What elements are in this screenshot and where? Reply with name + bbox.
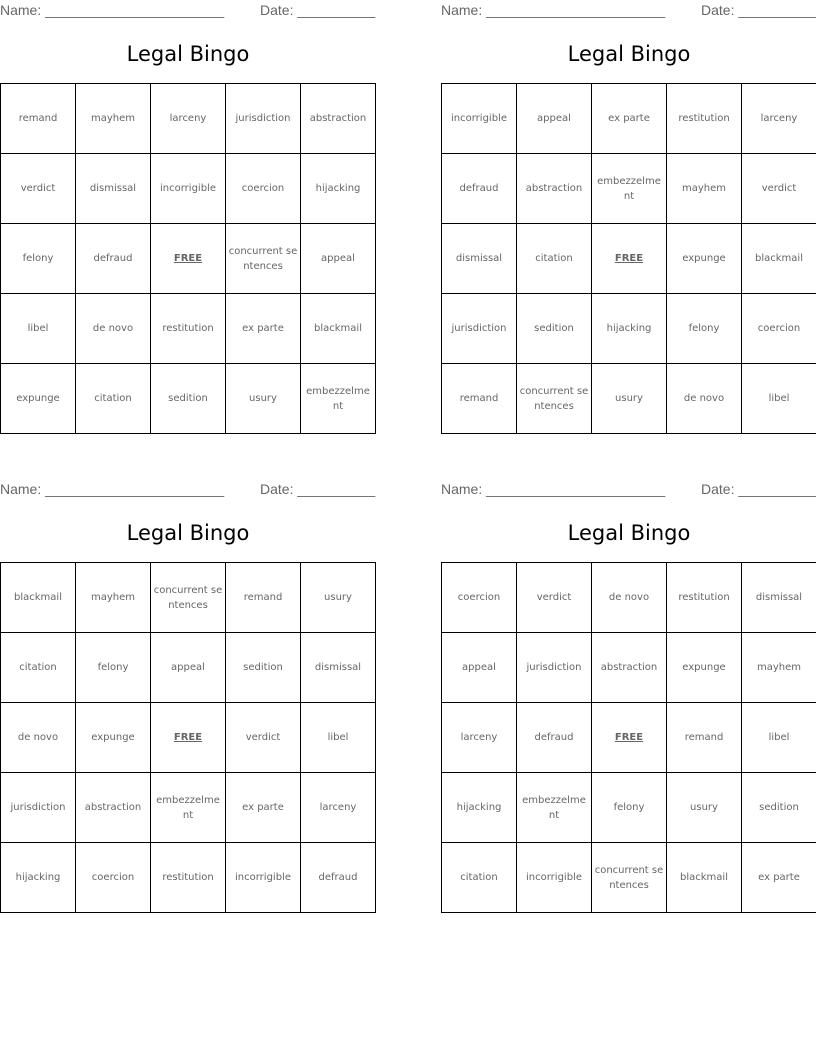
bingo-cell: hijacking: [301, 154, 376, 224]
bingo-cell: FREE: [151, 703, 226, 773]
grid-row: [1, 224, 376, 294]
bingo-card: [0, 0, 376, 440]
bingo-grid: [0, 83, 376, 434]
bingo-cell: concurrent sentences: [592, 843, 667, 913]
grid-row: [442, 563, 816, 633]
grid-row: [1, 563, 376, 633]
bingo-cell: FREE: [151, 224, 226, 294]
bingo-cell: appeal: [442, 633, 517, 703]
bingo-cell: coercion: [442, 563, 517, 633]
bingo-cell: defraud: [301, 843, 376, 913]
bingo-cell: usury: [301, 563, 376, 633]
grid-row: [442, 773, 816, 843]
bingo-cell: de novo: [76, 294, 151, 364]
bingo-cell: de novo: [592, 563, 667, 633]
bingo-cell: felony: [592, 773, 667, 843]
grid-row: [1, 843, 376, 913]
bingo-cell: dismissal: [742, 563, 816, 633]
bingo-cell: usury: [667, 773, 742, 843]
bingo-cell: de novo: [667, 364, 742, 434]
bingo-cell: abstraction: [76, 773, 151, 843]
bingo-cell: blackmail: [301, 294, 376, 364]
bingo-cell: restitution: [667, 563, 742, 633]
bingo-cell: citation: [76, 364, 151, 434]
bingo-cell: embezzelment: [151, 773, 226, 843]
grid-row: [442, 294, 816, 364]
bingo-card: [441, 479, 816, 919]
bingo-cell: ex parte: [226, 773, 301, 843]
bingo-cell: concurrent sentences: [517, 364, 592, 434]
bingo-cell: ex parte: [742, 843, 816, 913]
bingo-cell: jurisdiction: [226, 84, 301, 154]
bingo-cell: mayhem: [742, 633, 816, 703]
bingo-cell: coercion: [226, 154, 301, 224]
bingo-cell: embezzelment: [517, 773, 592, 843]
bingo-cell: verdict: [517, 563, 592, 633]
bingo-cell: ex parte: [592, 84, 667, 154]
bingo-cell: libel: [301, 703, 376, 773]
card-title: Legal Bingo: [126, 521, 250, 545]
bingo-cell: sedition: [742, 773, 816, 843]
name-field: Name: _______________________: [0, 2, 225, 18]
bingo-cell: coercion: [742, 294, 816, 364]
bingo-cell: incorrigible: [226, 843, 301, 913]
grid-row: [1, 364, 376, 434]
bingo-cell: larceny: [742, 84, 816, 154]
bingo-grid: [0, 562, 376, 913]
name-field: Name: _______________________: [441, 2, 666, 18]
bingo-cell: concurrent sentences: [226, 224, 301, 294]
bingo-cell: defraud: [442, 154, 517, 224]
header-line: [0, 481, 376, 499]
bingo-cell: blackmail: [742, 224, 816, 294]
bingo-cell: FREE: [592, 224, 667, 294]
bingo-cell: expunge: [667, 224, 742, 294]
grid-row: [1, 703, 376, 773]
header-line: [0, 2, 376, 20]
bingo-cell: jurisdiction: [442, 294, 517, 364]
bingo-cell: defraud: [76, 224, 151, 294]
bingo-cell: appeal: [517, 84, 592, 154]
bingo-cell: libel: [742, 364, 816, 434]
bingo-grid: [441, 562, 816, 913]
grid-row: [1, 294, 376, 364]
bingo-cell: restitution: [667, 84, 742, 154]
bingo-cell: incorrigible: [442, 84, 517, 154]
bingo-cell: citation: [442, 843, 517, 913]
bingo-cell: restitution: [151, 294, 226, 364]
bingo-cell: abstraction: [592, 633, 667, 703]
bingo-cell: jurisdiction: [517, 633, 592, 703]
date-field: Date: __________: [260, 481, 376, 497]
bingo-cell: usury: [226, 364, 301, 434]
grid-row: [1, 154, 376, 224]
bingo-cell: expunge: [667, 633, 742, 703]
date-field: Date: __________: [701, 2, 816, 18]
bingo-cell: usury: [592, 364, 667, 434]
bingo-cell: larceny: [151, 84, 226, 154]
bingo-cell: restitution: [151, 843, 226, 913]
grid-row: [1, 84, 376, 154]
bingo-cell: ex parte: [226, 294, 301, 364]
grid-row: [442, 703, 816, 773]
bingo-cell: mayhem: [667, 154, 742, 224]
card-title: Legal Bingo: [567, 521, 691, 545]
bingo-cell: mayhem: [76, 563, 151, 633]
bingo-cell: appeal: [151, 633, 226, 703]
grid-row: [442, 364, 816, 434]
bingo-cell: remand: [1, 84, 76, 154]
card-title: Legal Bingo: [567, 42, 691, 66]
grid-row: [442, 843, 816, 913]
bingo-grid: [441, 83, 816, 434]
bingo-cell: concurrent sentences: [151, 563, 226, 633]
bingo-cell: abstraction: [301, 84, 376, 154]
bingo-cell: incorrigible: [517, 843, 592, 913]
bingo-cell: remand: [226, 563, 301, 633]
bingo-cell: libel: [1, 294, 76, 364]
bingo-cell: larceny: [442, 703, 517, 773]
bingo-cell: defraud: [517, 703, 592, 773]
bingo-cell: verdict: [226, 703, 301, 773]
name-field: Name: _______________________: [441, 481, 666, 497]
bingo-cell: felony: [1, 224, 76, 294]
bingo-cell: felony: [76, 633, 151, 703]
bingo-cell: dismissal: [76, 154, 151, 224]
bingo-cell: dismissal: [301, 633, 376, 703]
bingo-cell: hijacking: [1, 843, 76, 913]
grid-row: [1, 633, 376, 703]
date-field: Date: __________: [701, 481, 816, 497]
bingo-cell: felony: [667, 294, 742, 364]
bingo-cell: de novo: [1, 703, 76, 773]
bingo-cell: sedition: [226, 633, 301, 703]
bingo-card: [441, 0, 816, 440]
bingo-cell: expunge: [1, 364, 76, 434]
bingo-cell: citation: [1, 633, 76, 703]
grid-row: [442, 633, 816, 703]
bingo-cell: appeal: [301, 224, 376, 294]
bingo-cell: jurisdiction: [1, 773, 76, 843]
bingo-cell: hijacking: [442, 773, 517, 843]
bingo-cell: citation: [517, 224, 592, 294]
grid-row: [442, 154, 816, 224]
bingo-cell: hijacking: [592, 294, 667, 364]
bingo-cell: dismissal: [442, 224, 517, 294]
date-field: Date: __________: [260, 2, 376, 18]
bingo-cell: coercion: [76, 843, 151, 913]
card-title: Legal Bingo: [126, 42, 250, 66]
grid-row: [1, 773, 376, 843]
bingo-cell: remand: [667, 703, 742, 773]
bingo-cell: remand: [442, 364, 517, 434]
grid-row: [442, 224, 816, 294]
bingo-cell: expunge: [76, 703, 151, 773]
bingo-cell: blackmail: [667, 843, 742, 913]
bingo-cell: larceny: [301, 773, 376, 843]
bingo-cell: blackmail: [1, 563, 76, 633]
bingo-cell: mayhem: [76, 84, 151, 154]
bingo-cell: embezzelment: [592, 154, 667, 224]
header-line: [441, 481, 816, 499]
bingo-cell: incorrigible: [151, 154, 226, 224]
name-field: Name: _______________________: [0, 481, 225, 497]
bingo-cell: abstraction: [517, 154, 592, 224]
bingo-card: [0, 479, 376, 919]
bingo-cell: libel: [742, 703, 816, 773]
bingo-cell: embezzelment: [301, 364, 376, 434]
header-line: [441, 2, 816, 20]
bingo-cell: verdict: [742, 154, 816, 224]
bingo-cell: sedition: [517, 294, 592, 364]
grid-row: [442, 84, 816, 154]
bingo-cell: sedition: [151, 364, 226, 434]
bingo-cell: FREE: [592, 703, 667, 773]
bingo-cell: verdict: [1, 154, 76, 224]
